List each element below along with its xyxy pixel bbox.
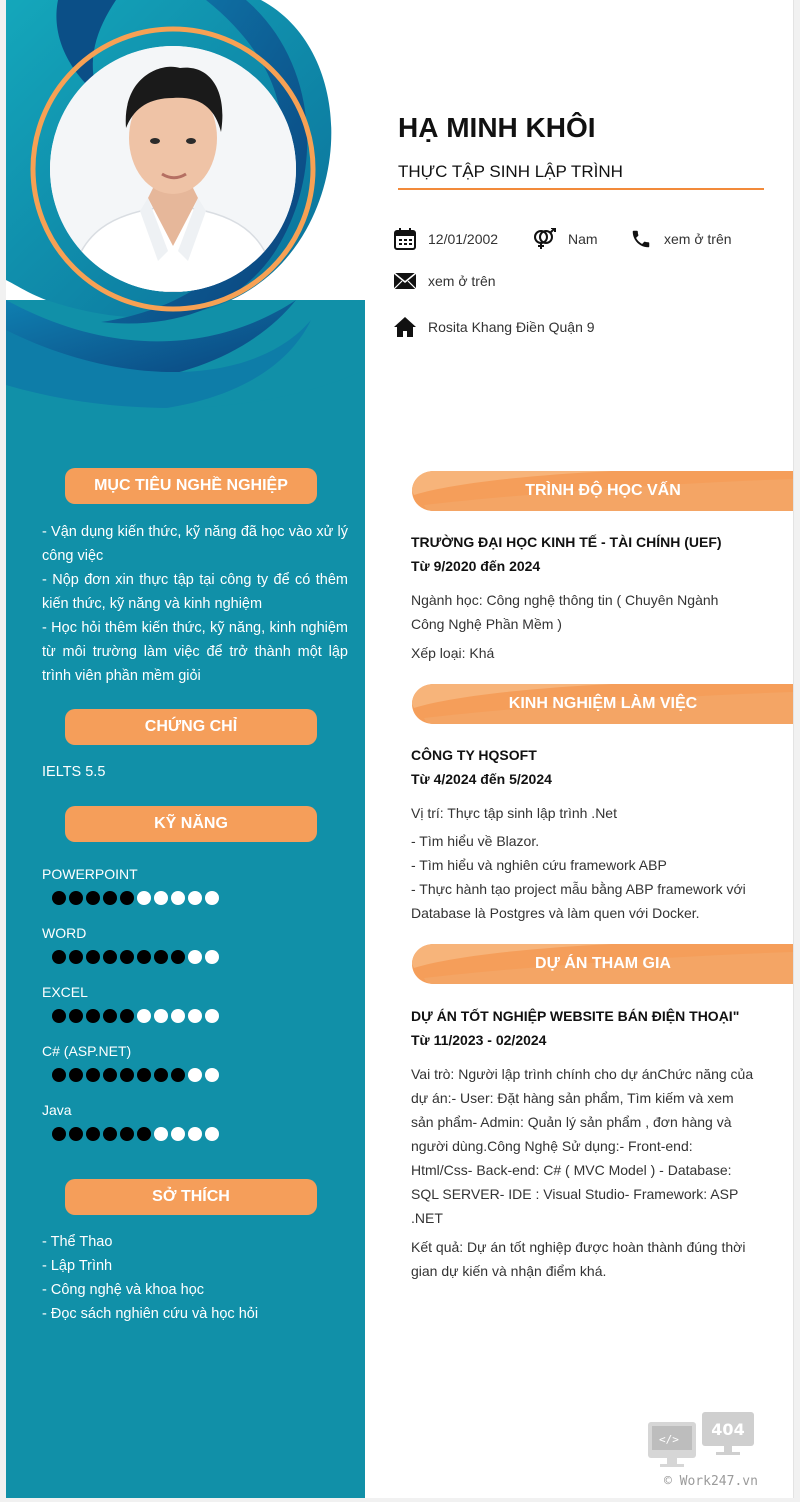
skill-dot-empty xyxy=(171,891,185,905)
skill-dot-filled xyxy=(154,1068,168,1082)
birthday-value: 12/01/2002 xyxy=(428,231,499,247)
skill-dot-empty xyxy=(188,1127,202,1141)
skill-name: POWERPOINT xyxy=(42,866,138,882)
project-description xyxy=(411,1062,775,1230)
gender-row xyxy=(532,228,598,250)
skill-dot-filled xyxy=(137,950,151,964)
projects-title xyxy=(412,942,794,986)
education-period: Từ 9/2020 đến 2024 xyxy=(411,558,541,574)
email-row xyxy=(394,272,496,290)
hobby-item: - Thể Thao xyxy=(42,1234,113,1250)
school-name: TRƯỜNG ĐẠI HỌC KINH TẾ - TÀI CHÍNH (UEF) xyxy=(411,534,722,550)
skill-dot-filled xyxy=(86,1068,100,1082)
skill-dot-filled xyxy=(120,1009,134,1023)
skill-dot-filled xyxy=(137,1127,151,1141)
skill-dot-filled xyxy=(69,891,83,905)
skill-rating xyxy=(52,1009,219,1023)
task-item: - Tìm hiểu và nghiên cứu framework ABP xyxy=(411,857,667,873)
skill-dot-filled xyxy=(120,1068,134,1082)
description-line: Html/Css- Back-end: C# ( MVC Model ) - Database: xyxy=(411,1162,732,1178)
skill-dot-empty xyxy=(205,950,219,964)
email-icon xyxy=(394,272,416,290)
skill-rating xyxy=(52,891,219,905)
hobby-item: - Lập Trình xyxy=(42,1258,113,1274)
skill-dot-empty xyxy=(205,1009,219,1023)
skill-rating xyxy=(52,950,219,964)
objective-line: - Vận dụng kiến thức, kỹ năng đã học vào xử lý công việc xyxy=(42,524,348,564)
skill-dot-filled xyxy=(86,1127,100,1141)
skill-dot-filled xyxy=(52,950,66,964)
project-result xyxy=(411,1235,775,1283)
skill-dot-empty xyxy=(205,891,219,905)
job-title: THỰC TẬP SINH LẬP TRÌNH xyxy=(398,162,623,181)
task-item: - Tìm hiểu về Blazor. xyxy=(411,833,540,849)
description-line: Vai trò: Người lập trình chính cho dự ánChức năng của xyxy=(411,1066,754,1082)
education-rank: Xếp loại: Khá xyxy=(411,645,495,661)
certificate-item: IELTS 5.5 xyxy=(42,764,106,780)
candidate-name: HẠ MINH KHÔI xyxy=(398,112,596,143)
skill-dot-empty xyxy=(188,1009,202,1023)
skill-dot-empty xyxy=(171,1009,185,1023)
objective-line: - Học hỏi thêm kiến thức, kỹ năng, kinh nghiệm từ môi trường làm việc để trở thành một lập trình viên phần mềm giỏi xyxy=(42,620,348,684)
major-line: Công Nghệ Phần Mềm ) xyxy=(411,616,562,632)
skill-dot-filled xyxy=(103,1068,117,1082)
description-line: dự án:- User: Đặt hàng sản phẩm, Tìm kiếm và xem xyxy=(411,1090,734,1106)
skill-dot-filled xyxy=(120,950,134,964)
experience-title-text: KINH NGHIỆM LÀM VIỆC xyxy=(508,695,698,712)
skill-name: Java xyxy=(42,1102,72,1118)
skill-dot-filled xyxy=(171,1068,185,1082)
skill-name: C# (ASP.NET) xyxy=(42,1043,132,1059)
skill-dot-filled xyxy=(69,1127,83,1141)
major-line: Ngành học: Công nghệ thông tin ( Chuyên Ngành xyxy=(411,592,719,608)
skill-dot-filled xyxy=(120,891,134,905)
skill-dot-filled xyxy=(103,1127,117,1141)
skill-dot-empty xyxy=(137,1009,151,1023)
description-line: .NET xyxy=(411,1210,443,1226)
birthday-row xyxy=(394,228,498,250)
skill-dot-filled xyxy=(103,891,117,905)
skill-dot-filled xyxy=(154,950,168,964)
education-major xyxy=(411,588,775,636)
experience-role: Vị trí: Thực tập sinh lập trình .Net xyxy=(411,805,617,821)
hobby-item: - Đọc sách nghiên cứu và học hỏi xyxy=(42,1306,259,1322)
skill-dot-empty xyxy=(154,1009,168,1023)
address-row xyxy=(394,316,595,338)
description-line: sản phẩm- Admin: Quản lý sản phẩm , đơn hàng và xyxy=(411,1114,732,1130)
experience-tasks xyxy=(411,829,775,925)
skill-dot-empty xyxy=(205,1127,219,1141)
skill-name: EXCEL xyxy=(42,984,88,1000)
skill-dot-empty xyxy=(188,950,202,964)
skill-dot-filled xyxy=(69,950,83,964)
skill-dot-empty xyxy=(205,1068,219,1082)
skill-dot-empty xyxy=(188,1068,202,1082)
skill-dot-filled xyxy=(86,1009,100,1023)
skill-dot-filled xyxy=(103,1009,117,1023)
certificates-title: CHỨNG CHỈ xyxy=(65,709,317,745)
project-period: Từ 11/2023 - 02/2024 xyxy=(411,1032,547,1048)
description-line: SQL SERVER- IDE : Visual Studio- Framework: ASP xyxy=(411,1186,739,1202)
skill-dot-empty xyxy=(154,891,168,905)
company-name: CÔNG TY HQSOFT xyxy=(411,747,537,763)
objective-line: - Nộp đơn xin thực tập tại công ty để có thêm kiến thức, kỹ năng và kinh nghiệm xyxy=(42,572,348,612)
phone-row xyxy=(630,228,732,250)
result-line: gian dự kiến và nhận điểm khá. xyxy=(411,1263,607,1279)
address-value: Rosita Khang Điền Quận 9 xyxy=(428,319,595,335)
avatar xyxy=(50,46,296,292)
phone-icon xyxy=(630,228,652,250)
skill-rating xyxy=(52,1068,219,1082)
skill-dot-filled xyxy=(69,1009,83,1023)
task-item: - Thực hành tạo project mẫu bằng ABP framework với xyxy=(411,881,746,897)
title-divider xyxy=(398,188,764,190)
skill-dot-filled xyxy=(52,1068,66,1082)
email-value: xem ở trên xyxy=(428,273,496,289)
skill-dot-filled xyxy=(69,1068,83,1082)
result-line: Kết quả: Dự án tốt nghiệp được hoàn thành đúng thời xyxy=(411,1239,746,1255)
skill-dot-empty xyxy=(154,1127,168,1141)
skill-dot-filled xyxy=(52,1009,66,1023)
gender-icon xyxy=(532,228,556,250)
skill-dot-empty xyxy=(171,1127,185,1141)
skill-dot-filled xyxy=(86,950,100,964)
home-icon xyxy=(394,316,416,338)
svg-text:</>: </> xyxy=(659,1433,679,1446)
experience-title xyxy=(412,682,794,726)
gender-value: Nam xyxy=(568,231,598,247)
watermark-logo xyxy=(646,1410,756,1470)
objective-title: MỤC TIÊU NGHỀ NGHIỆP xyxy=(65,468,317,504)
projects-title-text: DỰ ÁN THAM GIA xyxy=(535,955,671,972)
skill-name: WORD xyxy=(42,925,87,941)
skills-title: KỸ NĂNG xyxy=(65,806,317,842)
skill-dot-filled xyxy=(52,1127,66,1141)
skill-dot-filled xyxy=(52,891,66,905)
skill-dot-empty xyxy=(188,891,202,905)
skill-dot-filled xyxy=(137,1068,151,1082)
education-title xyxy=(412,469,794,513)
description-line: người dùng.Công Nghệ Sử dụng:- Front-end: xyxy=(411,1138,693,1154)
task-item: Database là Postgres và làm quen với Docker. xyxy=(411,905,700,921)
skill-dot-empty xyxy=(137,891,151,905)
hobby-item: - Công nghệ và khoa học xyxy=(42,1282,205,1298)
education-title-text: TRÌNH ĐỘ HỌC VẤN xyxy=(525,482,681,499)
skill-rating xyxy=(52,1127,219,1141)
hobbies-list xyxy=(42,1230,348,1326)
skill-dot-filled xyxy=(86,891,100,905)
skill-dot-filled xyxy=(103,950,117,964)
calendar-icon xyxy=(394,228,416,250)
phone-value: xem ở trên xyxy=(664,231,732,247)
project-name: DỰ ÁN TỐT NGHIỆP WEBSITE BÁN ĐIỆN THOẠI" xyxy=(411,1008,740,1024)
hobbies-title: SỞ THÍCH xyxy=(65,1179,317,1215)
objective-text xyxy=(42,520,348,688)
watermark-text: © Work247.vn xyxy=(664,1474,758,1489)
experience-period: Từ 4/2024 đến 5/2024 xyxy=(411,771,552,787)
watermark-badge: 404 xyxy=(711,1420,745,1439)
cv-page xyxy=(6,0,794,1498)
skill-dot-filled xyxy=(120,1127,134,1141)
skill-dot-filled xyxy=(171,950,185,964)
